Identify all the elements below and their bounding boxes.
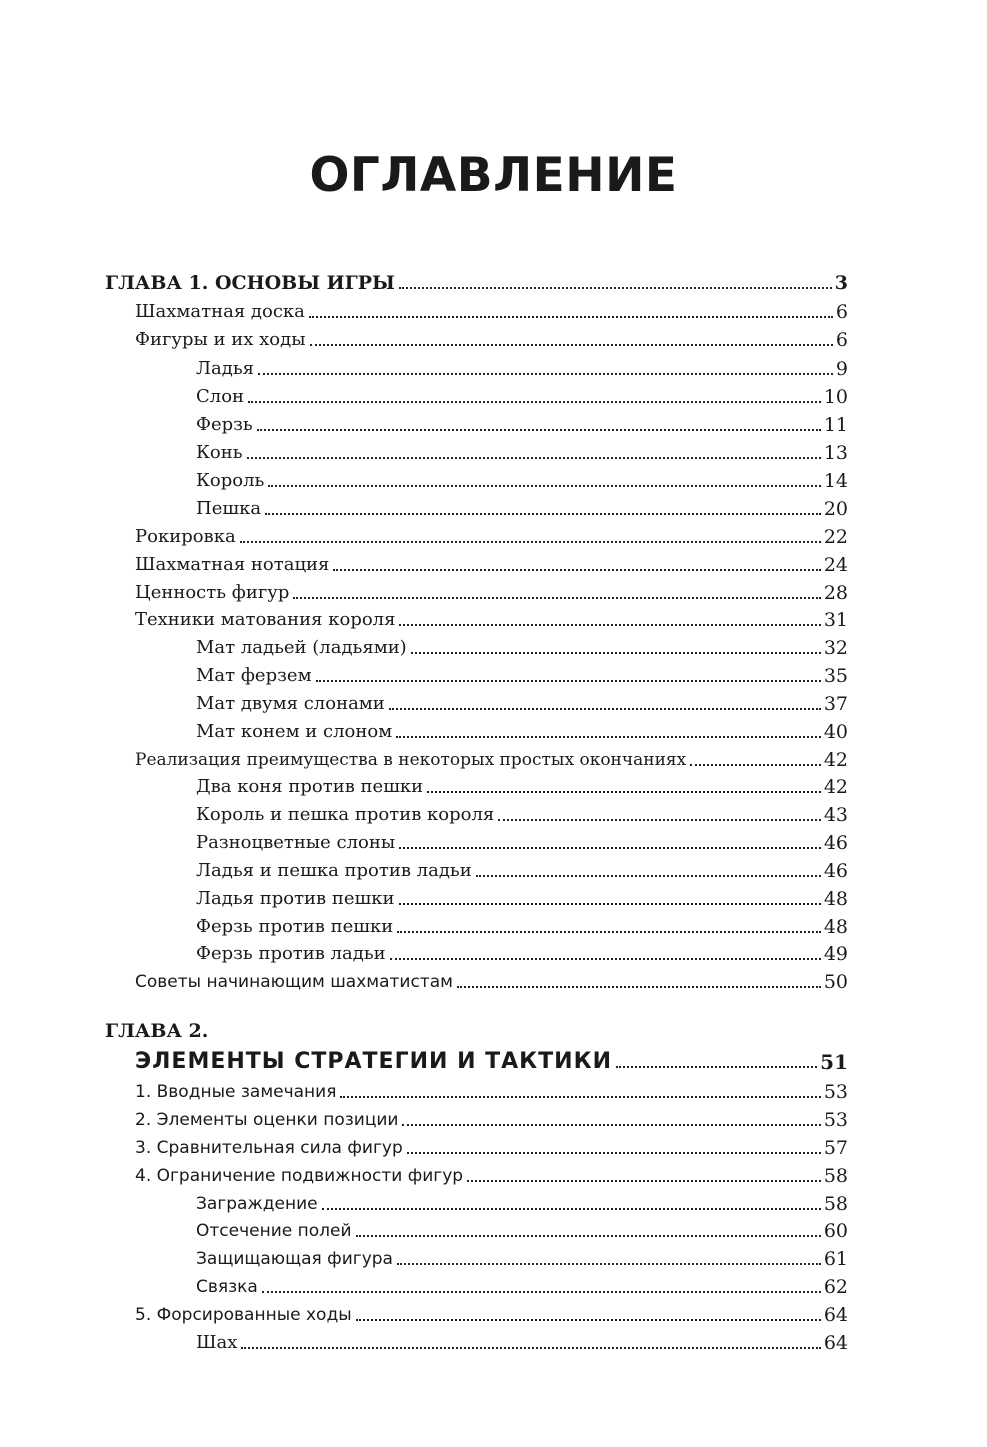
toc-page: 50	[823, 971, 848, 993]
toc-entry[interactable]	[0, 1298, 987, 1326]
dot-leader	[293, 597, 820, 599]
dot-leader	[427, 791, 821, 793]
toc-label: Мат конем и слоном	[196, 721, 393, 742]
toc-label: 5. Форсированные ходы	[135, 1305, 352, 1325]
toc-page: 62	[823, 1276, 848, 1298]
toc-subentry[interactable]	[0, 1187, 987, 1215]
toc-subentry[interactable]	[0, 910, 987, 938]
toc-subentry[interactable]	[0, 770, 987, 798]
toc-label: Пешка	[196, 498, 262, 519]
toc-label: Защищающая фигура	[196, 1249, 393, 1269]
dot-leader	[498, 819, 821, 821]
dot-leader	[309, 316, 833, 318]
toc-page: 28	[823, 582, 848, 604]
dot-leader	[257, 429, 821, 431]
dot-leader	[399, 903, 821, 905]
toc-subentry[interactable]	[0, 854, 987, 882]
toc-label: Реализация преимущества в некоторых простых окончаниях	[135, 750, 687, 770]
toc-page: 20	[823, 498, 848, 520]
toc-chapter-2[interactable]	[0, 1043, 987, 1073]
toc-label: Ладья	[196, 358, 254, 379]
toc-subentry[interactable]	[0, 937, 987, 965]
toc-label: Мат двумя слонами	[196, 693, 385, 714]
toc-entry[interactable]	[0, 323, 987, 351]
dot-leader	[262, 1291, 821, 1293]
toc-label: Мат ладьей (ладьями)	[196, 637, 407, 658]
toc-label: 4. Ограничение подвижности фигур	[135, 1166, 464, 1186]
toc-page: 10	[823, 386, 848, 408]
toc-subentry[interactable]	[0, 436, 987, 464]
dot-leader	[390, 958, 821, 960]
dot-leader	[333, 569, 820, 571]
toc-subentry[interactable]	[0, 687, 987, 715]
toc-page: 61	[823, 1248, 848, 1270]
toc-label: Шахматная доска	[135, 301, 305, 322]
toc-page: 13	[823, 442, 848, 464]
dot-leader	[265, 513, 821, 515]
toc-page: 14	[823, 470, 848, 492]
toc-subentry[interactable]	[0, 492, 987, 520]
dot-leader	[616, 1066, 817, 1068]
toc-subentry[interactable]	[0, 826, 987, 854]
toc-label: Ладья против пешки	[196, 888, 395, 909]
toc-entry[interactable]	[0, 1075, 987, 1103]
dot-leader	[268, 485, 820, 487]
toc-page: 53	[823, 1109, 848, 1131]
toc-label: Советы начинающим шахматистам	[135, 972, 453, 992]
dot-leader	[356, 1319, 821, 1321]
toc-page: 64	[823, 1332, 848, 1354]
toc-entry[interactable]	[0, 965, 987, 993]
toc-label: Король	[196, 470, 265, 491]
dot-leader	[396, 736, 821, 738]
toc-label: Мат ферзем	[196, 665, 312, 686]
toc-label: Ферзь против ладьи	[196, 943, 386, 964]
dot-leader	[258, 373, 833, 375]
toc-label: Конь	[196, 442, 243, 463]
toc-subentry[interactable]	[0, 380, 987, 408]
dot-leader	[397, 1263, 821, 1265]
toc-page: 64	[823, 1304, 848, 1326]
toc-page: 48	[823, 916, 848, 938]
toc-page: 48	[823, 888, 848, 910]
toc-page: 6	[835, 301, 848, 323]
dot-leader	[322, 1208, 821, 1210]
toc-page: 40	[823, 721, 848, 743]
toc-subentry[interactable]	[0, 659, 987, 687]
toc-entry[interactable]	[0, 576, 987, 604]
toc-subentry[interactable]	[0, 715, 987, 743]
dot-leader	[316, 680, 821, 682]
toc-page: 46	[823, 860, 848, 882]
toc-label: Связка	[196, 1277, 258, 1297]
toc-label: Слон	[196, 386, 245, 407]
dot-leader	[399, 847, 821, 849]
toc-page: 58	[823, 1193, 848, 1215]
toc-subentry[interactable]	[0, 464, 987, 492]
toc-label: Рокировка	[135, 526, 236, 547]
toc-subentry[interactable]	[0, 631, 987, 659]
dot-leader	[399, 287, 832, 289]
toc-page: 35	[823, 665, 848, 687]
dot-leader	[356, 1235, 821, 1237]
dot-leader	[389, 708, 821, 710]
toc-subentry[interactable]	[0, 798, 987, 826]
dot-leader	[402, 1124, 820, 1126]
toc-page: 43	[823, 804, 848, 826]
toc-label: Ферзь против пешки	[196, 916, 394, 937]
toc-label: ГЛАВА 1. ОСНОВЫ ИГРЫ	[105, 272, 395, 294]
dot-leader	[240, 541, 821, 543]
dot-leader	[690, 764, 821, 766]
dot-leader	[476, 875, 821, 877]
toc-entry[interactable]	[0, 1131, 987, 1159]
toc-subentry[interactable]	[0, 1270, 987, 1298]
toc-label: Отсечение полей	[196, 1221, 352, 1241]
toc-subentry[interactable]	[0, 1326, 987, 1354]
toc-label: Два коня против пешки	[196, 776, 424, 797]
toc-page: 42	[823, 749, 848, 771]
toc-label: Шахматная нотация	[135, 554, 330, 575]
dot-leader	[241, 1347, 820, 1349]
toc-label: ЭЛЕМЕНТЫ СТРАТЕГИИ И ТАКТИКИ	[135, 1049, 612, 1074]
dot-leader	[340, 1096, 820, 1098]
toc-page: 57	[823, 1137, 848, 1159]
dot-leader	[247, 457, 821, 459]
dot-leader	[411, 652, 821, 654]
toc-entry[interactable]	[0, 1159, 987, 1187]
toc-page: 49	[823, 943, 848, 965]
toc-page: 37	[823, 693, 848, 715]
dot-leader	[457, 986, 821, 988]
toc-label: Шах	[196, 1332, 238, 1353]
toc-page: 6	[835, 329, 848, 351]
page-title: ОГЛАВЛЕНИЕ	[309, 148, 678, 203]
toc-label: Техники матования короля	[135, 609, 396, 630]
toc-label: 2. Элементы оценки позиции	[135, 1110, 399, 1130]
toc-page: 9	[835, 358, 848, 380]
toc-subentry[interactable]	[0, 1242, 987, 1270]
toc-entry[interactable]	[0, 295, 987, 323]
toc-page: 53	[823, 1081, 848, 1103]
toc-page: 46	[823, 832, 848, 854]
toc-entry[interactable]	[0, 603, 987, 631]
toc-page: 11	[823, 414, 848, 436]
toc-entry[interactable]	[0, 743, 987, 771]
toc-label: Ферзь	[196, 414, 253, 435]
toc-page: 31	[823, 609, 848, 631]
toc-label: Ценность фигур	[135, 582, 290, 603]
toc-label: Король и пешка против короля	[196, 804, 495, 825]
toc-label: Заграждение	[196, 1194, 318, 1214]
toc-subentry[interactable]	[0, 408, 987, 436]
dot-leader	[467, 1180, 821, 1182]
dot-leader	[397, 931, 821, 933]
toc-entry[interactable]	[0, 1103, 987, 1131]
toc-entry[interactable]	[0, 548, 987, 576]
toc-chapter-2-heading[interactable]: ГЛАВА 2.	[105, 1020, 209, 1042]
toc-label: Разноцветные слоны	[196, 832, 396, 853]
toc-label: Ладья и пешка против ладьи	[196, 860, 472, 881]
toc-page: 60	[823, 1220, 848, 1242]
toc-entry[interactable]	[0, 520, 987, 548]
toc-page: 3	[834, 272, 848, 294]
toc-page: 22	[823, 526, 848, 548]
toc-page: 51	[820, 1050, 848, 1074]
toc-chapter-1[interactable]	[0, 266, 987, 294]
dot-leader	[399, 624, 820, 626]
toc-subentry[interactable]	[0, 1214, 987, 1242]
dot-leader	[310, 344, 833, 346]
toc-page: 42	[823, 776, 848, 798]
toc-subentry[interactable]	[0, 882, 987, 910]
toc-label: 3. Сравнительная сила фигур	[135, 1138, 403, 1158]
toc-label: 1. Вводные замечания	[135, 1082, 337, 1102]
toc-page: 32	[823, 637, 848, 659]
toc-page: 24	[823, 554, 848, 576]
toc-subentry[interactable]	[0, 352, 987, 380]
toc-page: 58	[823, 1165, 848, 1187]
toc-label: Фигуры и их ходы	[135, 329, 306, 350]
dot-leader	[407, 1152, 821, 1154]
dot-leader	[248, 401, 821, 403]
